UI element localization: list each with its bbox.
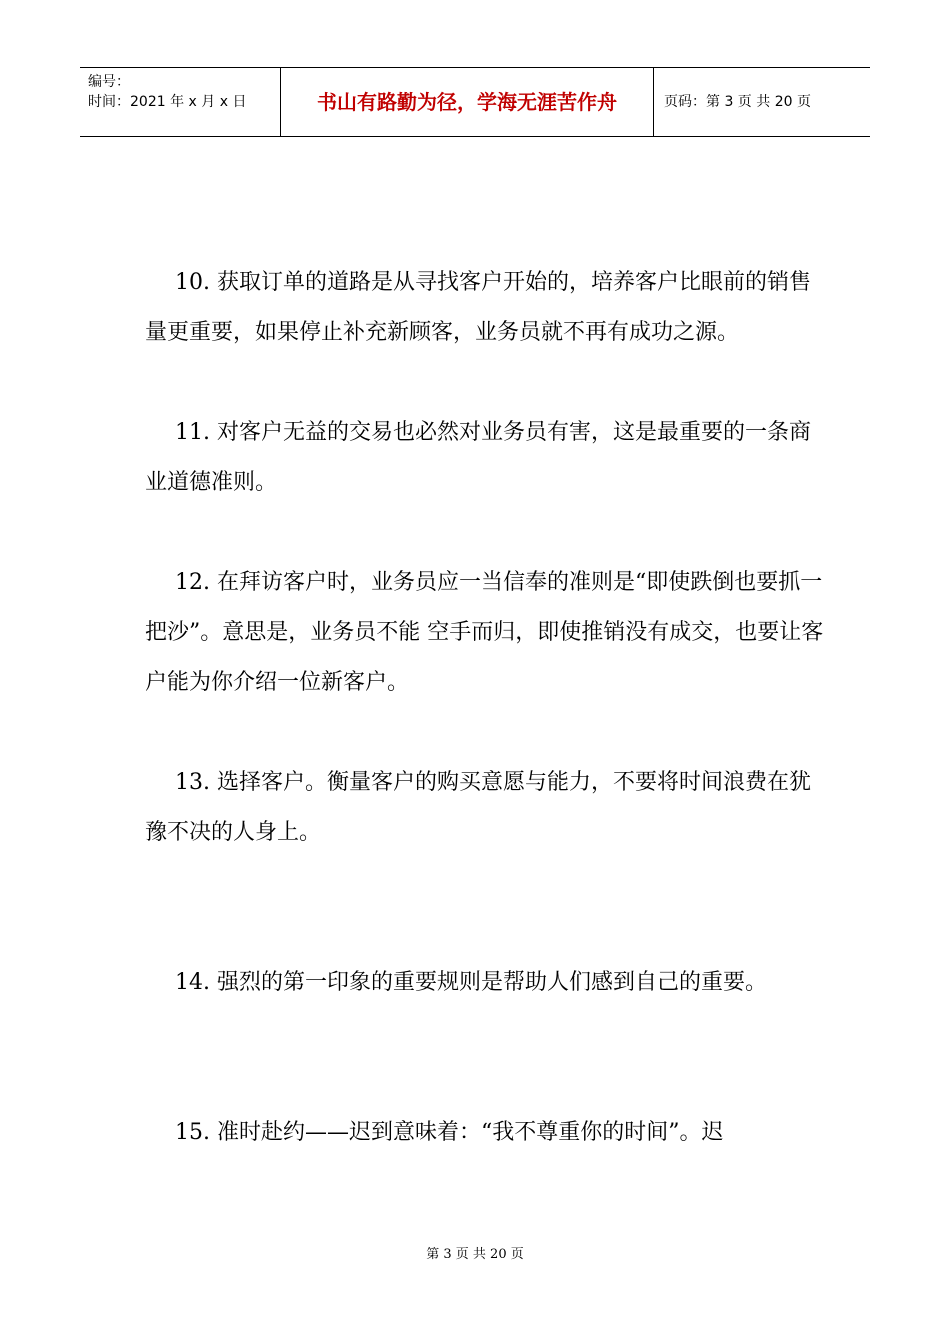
document-date-label: 时间：2021 年 x 月 x 日 bbox=[88, 94, 247, 110]
paragraph-11: 11. 对客户无益的交易也必然对业务员有害，这是最重要的一条商业道德准则。 bbox=[145, 420, 811, 495]
paragraph-10: 10. 获取订单的道路是从寻找客户开始的，培养客户比眼前的销售量更重要，如果停止补充新顾客，业务员就不再有成功之源。 bbox=[145, 270, 811, 345]
document-number-label: 编号： bbox=[88, 74, 130, 90]
page-footer: 第 3 页 共 20 页 bbox=[426, 1247, 524, 1262]
paragraph-14: 14. 强烈的第一印象的重要规则是帮助人们感到自己的重要。 bbox=[175, 970, 767, 995]
header-page-label: 页码：第 3 页 共 20 页 bbox=[664, 94, 811, 110]
paragraph-12: 12. 在拜访客户时，业务员应一当信奉的准则是“即使跌倒也要抓一把沙”。意思是，业务员不能 空手而归，即使推销没有成交，也要让客户能为你介绍一位新客户。 bbox=[145, 570, 824, 695]
document-body bbox=[145, 258, 825, 1158]
header-motto: 书山有路勤为径，学海无涯苦作舟 bbox=[281, 68, 654, 136]
header-meta-cell bbox=[80, 68, 281, 136]
paragraph-15: 15. 准时赴约——迟到意味着：“我不尊重你的时间”。迟 bbox=[175, 1120, 724, 1145]
page-header bbox=[80, 67, 870, 137]
paragraph-13: 13. 选择客户。衡量客户的购买意愿与能力，不要将时间浪费在犹豫不决的人身上。 bbox=[145, 770, 811, 845]
